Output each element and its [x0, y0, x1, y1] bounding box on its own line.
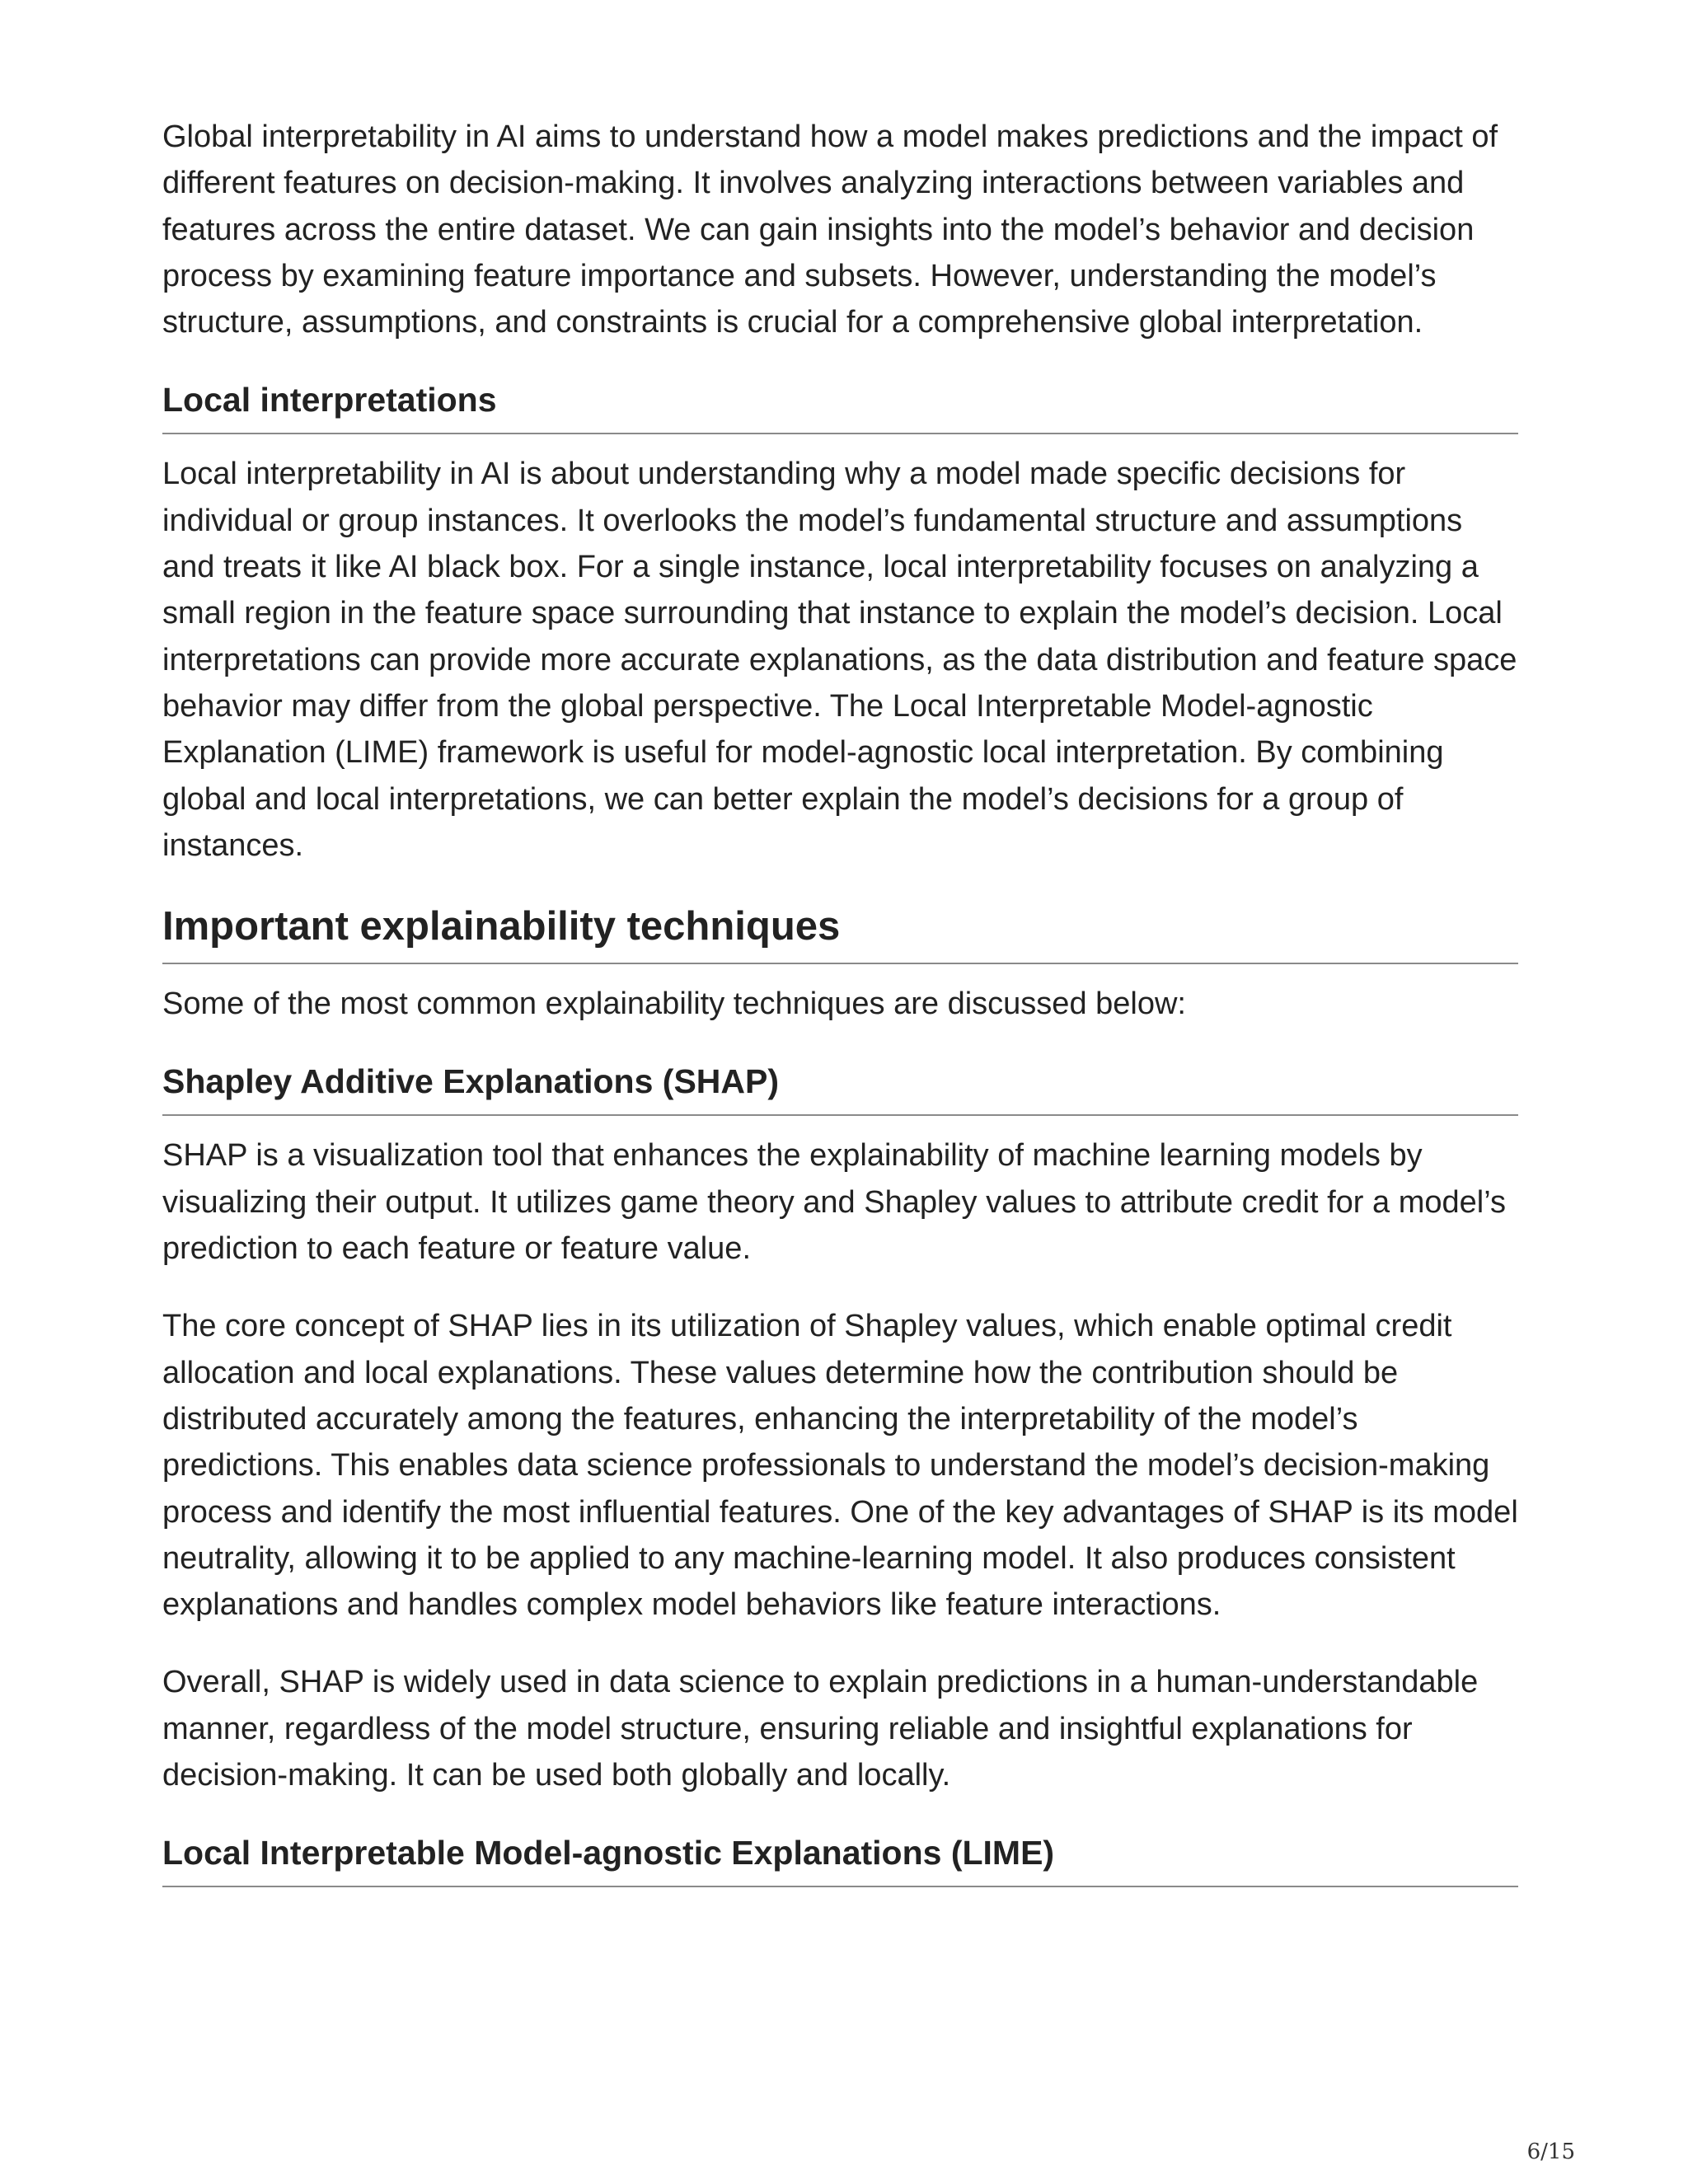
- heading-lime: Local Interpretable Model-agnostic Explanations (LIME): [162, 1830, 1518, 1887]
- article-content: [162, 114, 1518, 1904]
- page-number: 6/15: [1526, 2139, 1575, 2164]
- heading-local-interpretations: Local interpretations: [162, 377, 1518, 434]
- heading-important-explainability-techniques: Important explainability techniques: [162, 900, 1518, 964]
- paragraph-techniques-intro: Some of the most common explainability techniques are discussed below:: [162, 987, 1186, 1022]
- paragraph-shap-3: Overall, SHAP is widely used in data science to explain predictions in a human-understandable manner, regardless of the model structure, ensuring reliable and insightful explanations for decision-making. It can be used both globally and locally.: [162, 1665, 1479, 1793]
- paragraph-shap-1: SHAP is a visualization tool that enhances the explainability of machine learning models by visualizing their output. It utilizes game theory and Shapley values to attribute credit for a model’s prediction to each feature or feature value.: [162, 1138, 1506, 1267]
- heading-shap: Shapley Additive Explanations (SHAP): [162, 1058, 1518, 1116]
- paragraph-local-interpretability: Local interpretability in AI is about understanding why a model made specific decisions for individual or group instances. It overlooks the model’s fundamental structure and assumptions and treats it like AI black box. For a single instance, local interpretability focuses on analyzing a small region in the feature space surrounding that instance to explain the model’s decision. Local interpretations can provide more accurate explanations, as the data distribution and feature space behavior may differ from the global perspective. The Local Interpretable Model-agnostic Explanation (LIME) framework is useful for model-agnostic local interpretation. By combining global and local interpretations, we can better explain the model’s decisions for a group of instances.: [162, 457, 1517, 863]
- paragraph-global-interpretability: Global interpretability in AI aims to understand how a model makes predictions and the impact of different features on decision-making. It involves analyzing interactions between variables and features across the entire dataset. We can gain insights into the model’s behavior and decision process by examining feature importance and subsets. However, understanding the model’s structure, assumptions, and constraints is crucial for a comprehensive global interpretation.: [162, 120, 1498, 340]
- paragraph-shap-2: The core concept of SHAP lies in its utilization of Shapley values, which enable optimal credit allocation and local explanations. These values determine how the contribution should be distributed accurately among the features, enhancing the interpretability of the model’s predictions. This enables data science professionals to understand the model’s decision-making process and identify the most influential features. One of the key advantages of SHAP is its model neutrality, allowing it to be applied to any machine-learning model. It also produces consistent explanations and handles complex model behaviors like feature interactions.: [162, 1309, 1518, 1623]
